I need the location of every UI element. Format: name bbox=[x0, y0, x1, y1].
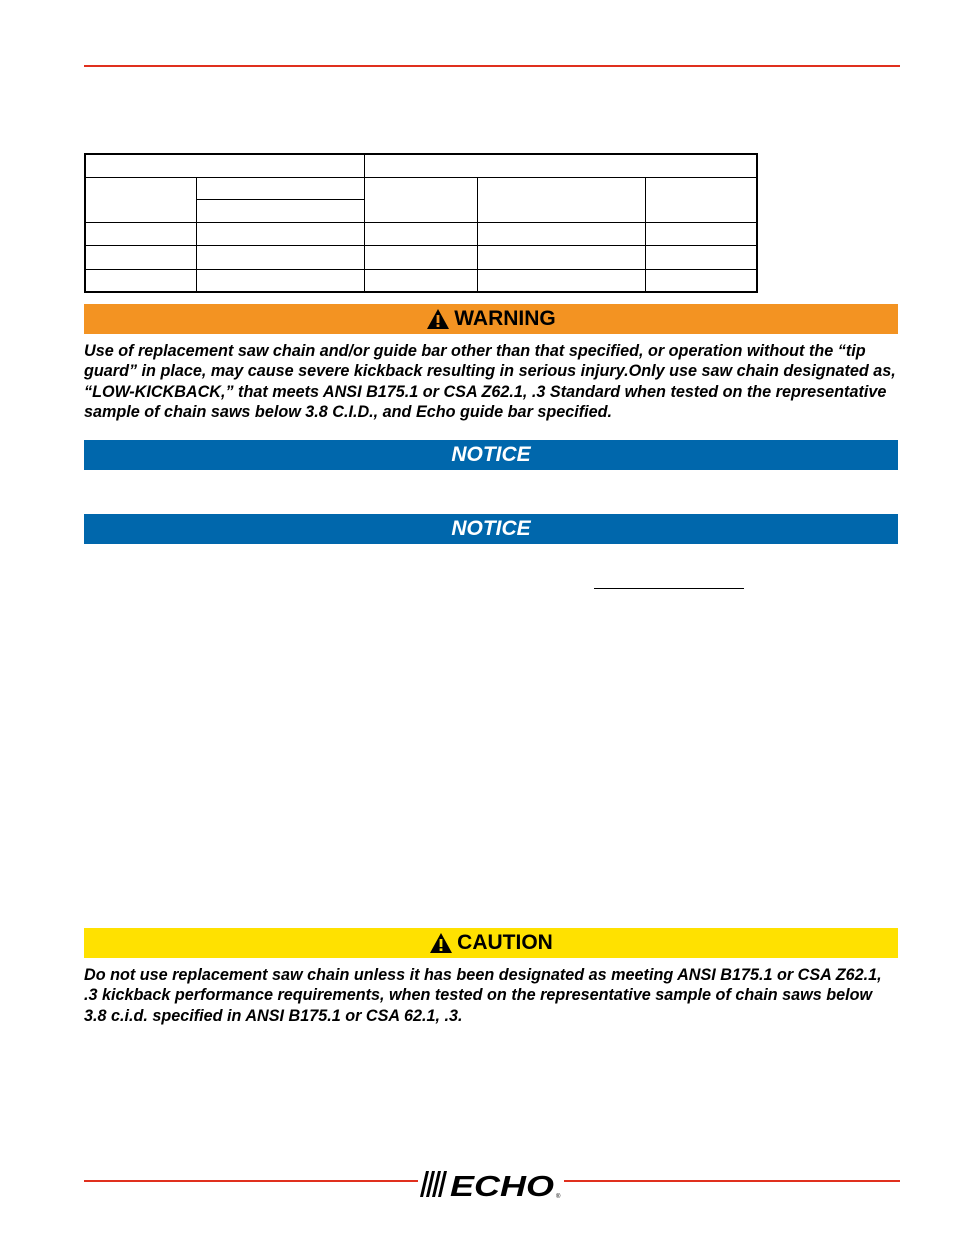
spec-table bbox=[84, 153, 758, 293]
table-cell bbox=[645, 177, 757, 222]
warning-text: Use of replacement saw chain and/or guide bar other than that specified, or operation without the “tip guard” in place, may cause severe kickback resulting in serious injury.Only use saw chain designated as, “LOW-KICKBACK,” that meets ANSI B175.1 or CSA Z62.1, .3 Standard when tested on the representative sample of chain saws below 3.8 C.I.D., and Echo guide bar specified. bbox=[84, 342, 896, 421]
logo-text: ECHO bbox=[450, 1171, 555, 1201]
table-cell bbox=[196, 177, 364, 199]
underline-rule bbox=[594, 588, 744, 589]
table-cell bbox=[196, 199, 364, 222]
table-cell bbox=[477, 177, 645, 222]
table-cell bbox=[85, 154, 364, 177]
table-row bbox=[85, 245, 757, 269]
caution-text: Do not use replacement saw chain unless it has been designated as meeting ANSI B175.1 or CSA Z62.1, .3 kickback performance requirements, when tested on the representative sample of chain saws below 3.8 c.i.d. specified in ANSI B175.1 or CSA 62.1, .3. bbox=[84, 966, 882, 1025]
warning-banner bbox=[84, 304, 898, 334]
table-row bbox=[85, 269, 757, 292]
caution-banner bbox=[84, 928, 898, 958]
caution-label: CAUTION bbox=[457, 931, 553, 954]
bottom-rule bbox=[564, 1180, 900, 1182]
notice-banner bbox=[84, 440, 898, 470]
notice-label: NOTICE bbox=[451, 517, 531, 540]
warning-triangle-icon bbox=[429, 932, 453, 954]
notice-banner bbox=[84, 514, 898, 544]
registered-mark: ® bbox=[556, 1194, 561, 1200]
table-row bbox=[85, 222, 757, 245]
table-cell bbox=[85, 177, 196, 222]
table-cell bbox=[364, 177, 477, 222]
warning-label: WARNING bbox=[454, 307, 556, 330]
bottom-rule bbox=[84, 1180, 418, 1182]
top-rule bbox=[84, 65, 900, 67]
table-cell bbox=[364, 154, 757, 177]
warning-triangle-icon bbox=[426, 308, 450, 330]
notice-label: NOTICE bbox=[451, 443, 531, 466]
echo-logo bbox=[420, 1167, 564, 1201]
